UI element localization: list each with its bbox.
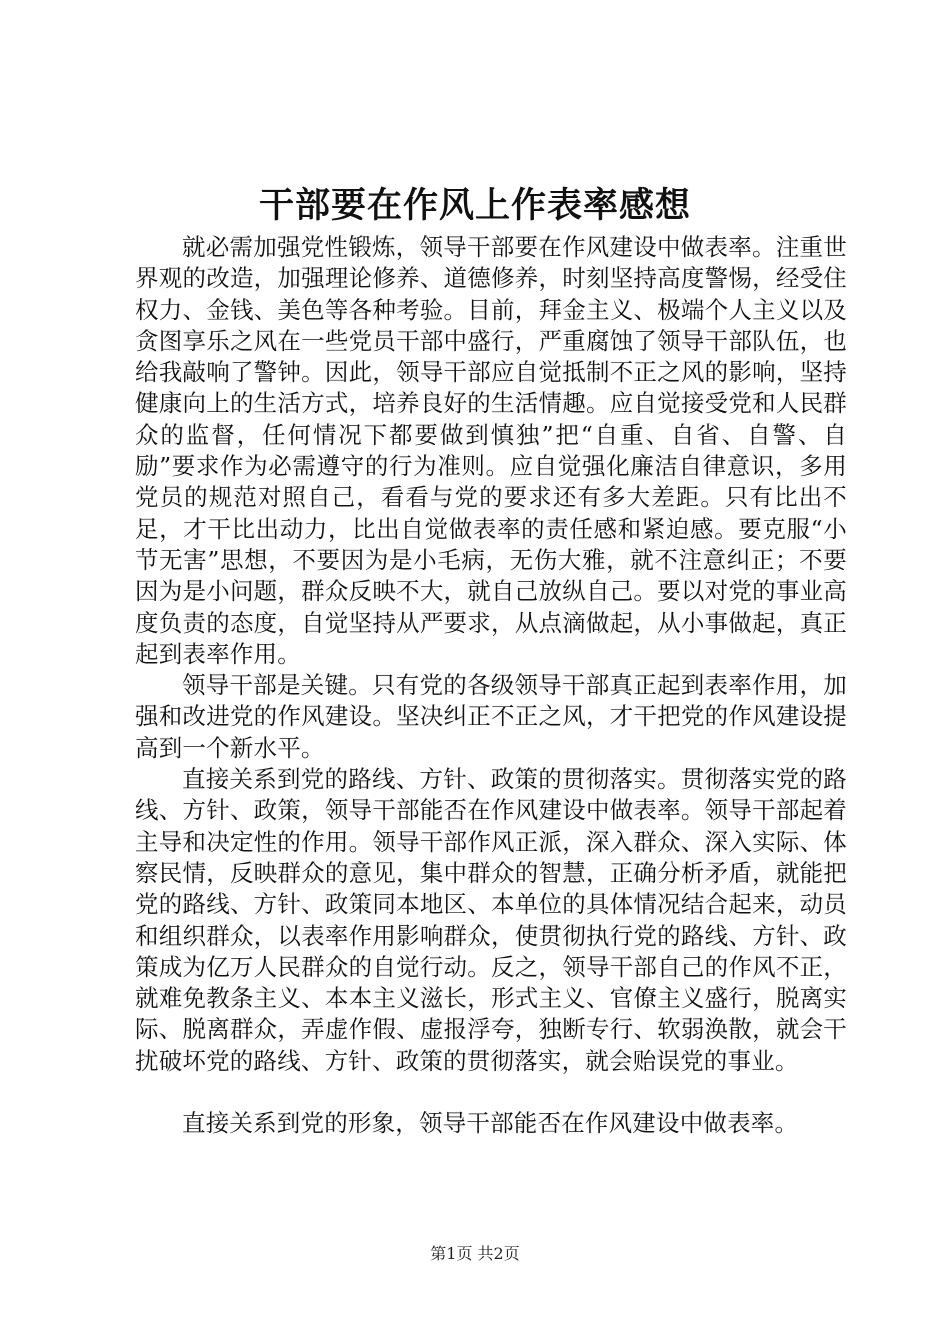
paragraph-1: 就必需加强党性锻炼，领导干部要在作风建设中做表率。注重世界观的改造，加强理论修养、道德修养，时刻坚持高度警惕，经受住权力、金钱、美色等各种考验。目前，拜金主义、极端个人主义以及贪图享乐之风在一些党员干部中盛行，严重腐蚀了领导干部队伍，也给我敲响了警钟。因此，领导干部应自觉抵制不正之风的影响，坚持健康向上的生活方式，培养良好的生活情趣。应自觉接受党和人民群众的监督，任何情况下都要做到慎独”把“自重、自省、自警、自励”要求作为必需遵守的行为准则。应自觉强化廉洁自律意识，多用党员的规范对照自己，看看与党的要求还有多大差距。只有比出不足，才干比出动力，比出自觉做表率的责任感和紧迫感。要克服“小节无害”思想，不要因为是小毛病，无伤大雅，就不注意纠正；不要因为是小问题，群众反映不大，就自己放纵自己。要以对党的事业高度负责的态度，自觉坚持从严要求，从点滴做起，从小事做起，真正起到表率作用。 <box>135 233 847 668</box>
paragraph-3: 直接关系到党的路线、方针、政策的贯彻落实。贯彻落实党的路线、方针、政策，领导干部能否在作风建设中做表率。领导干部起着主导和决定性的作用。领导干部作风正派，深入群众、深入实际、体察民情，反映群众的意见，集中群众的智慧，正确分析矛盾，就能把党的路线、方针、政策同本地区、本单位的具体情况结合起来，动员和组织群众，以表率作用影响群众，使贯彻执行党的路线、方针、政策成为亿万人民群众的自觉行动。反之，领导干部自己的作风不正，就难免教条主义、本本主义滋长，形式主义、官僚主义盛行，脱离实际、脱离群众，弄虚作假、虚报浮夸，独断专行、软弱涣散，就会干扰破坏党的路线、方针、政策的贯彻落实，就会贻误党的事业。 <box>135 765 847 1075</box>
paragraph-2: 领导干部是关键。只有党的各级领导干部真正起到表率作用，加强和改进党的作风建设。坚决纠正不正之风，才干把党的作风建设提高到一个新水平。 <box>135 671 847 762</box>
page-number-footer: 第1页 共2页 <box>430 1244 520 1263</box>
paragraph-4: 直接关系到党的形象，领导干部能否在作风建设中做表率。 <box>182 1109 799 1138</box>
document-body <box>135 232 847 1139</box>
document-title: 干部要在作风上作表率感想 <box>258 185 691 226</box>
